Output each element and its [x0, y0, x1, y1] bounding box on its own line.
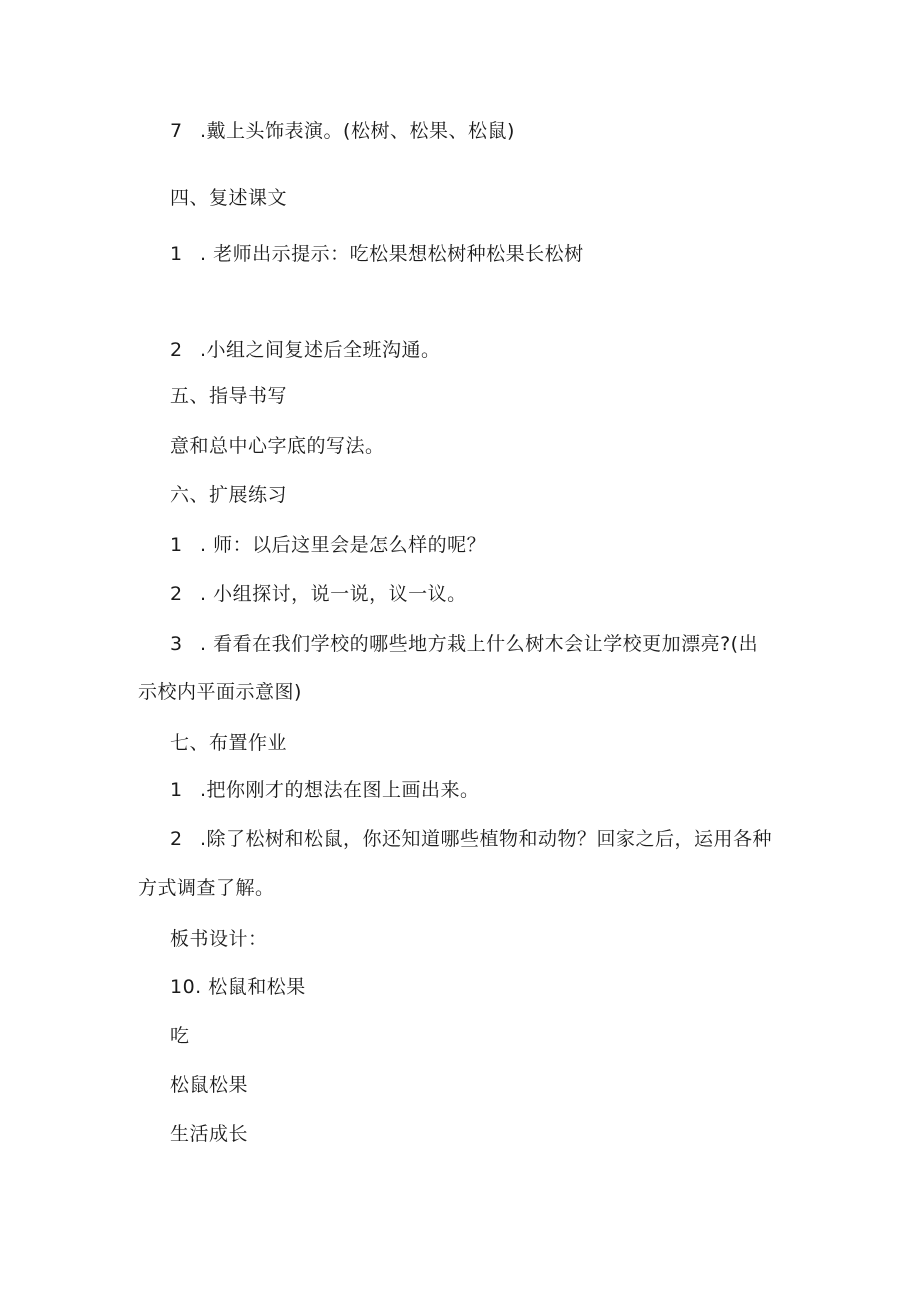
heading-text: 五、指导书写: [170, 385, 288, 407]
list-item-1-teacher-hint: [170, 242, 584, 266]
board-line-life-growth: [170, 1122, 248, 1146]
list-item-2-group-retell: [170, 338, 441, 362]
board-title: [170, 975, 306, 999]
line-text: 方式调查了解。: [138, 877, 275, 899]
heading-text: 四、复述课文: [170, 187, 288, 209]
heading-text: 板书设计：: [170, 928, 268, 950]
line-text: 生活成长: [170, 1123, 249, 1145]
section-heading-7: [170, 731, 287, 755]
line-text: 意和总中心字底的写法。: [170, 435, 385, 457]
list-item-1-teacher-question: [170, 533, 486, 557]
paragraph-writing-guide: [170, 434, 385, 458]
list-number: 2: [170, 339, 183, 361]
line-text: . 看看在我们学校的哪些地方栽上什么树木会让学校更加漂亮?(出: [200, 633, 759, 655]
list-item-2-group-discuss: [170, 582, 467, 606]
heading-text: 七、布置作业: [170, 732, 288, 754]
list-item-2-continuation: [138, 876, 275, 900]
line-text: 示校内平面示意图): [138, 681, 302, 703]
list-number: 3: [170, 633, 183, 655]
list-number: 1: [170, 779, 183, 801]
heading-text: 六、扩展练习: [170, 484, 288, 506]
line-text: . 小组探讨，说一说，议一议。: [200, 583, 467, 605]
line-text: 松鼠松果: [170, 1074, 249, 1096]
list-number: 1: [170, 243, 183, 265]
line-text: 吃: [170, 1025, 190, 1047]
section-heading-5: [170, 384, 287, 408]
board-line-squirrel-pinecone: [170, 1073, 248, 1097]
line-text: . 老师出示提示：吃松果想松树种松果长松树: [200, 243, 584, 265]
list-number: 1: [170, 534, 183, 556]
line-text: .把你刚才的想法在图上画出来。: [200, 779, 480, 801]
list-item-3-school-trees: [170, 632, 758, 656]
section-heading-6: [170, 483, 287, 507]
board-design-heading: [170, 927, 268, 951]
list-item-1-draw-idea: [170, 778, 480, 802]
line-text: .除了松树和松鼠，你还知道哪些植物和动物？回家之后，运用各种: [200, 828, 773, 850]
section-heading-4: [170, 186, 287, 210]
line-text: 10. 松鼠和松果: [170, 976, 306, 998]
board-line-eat: [170, 1024, 190, 1048]
list-number: 7: [170, 120, 183, 142]
list-item-2-research: [170, 827, 772, 851]
list-item-7-headdress-performance: [170, 119, 515, 143]
line-text: .小组之间复述后全班沟通。: [200, 339, 441, 361]
list-item-3-continuation: [138, 680, 302, 704]
list-number: 2: [170, 583, 183, 605]
line-text: . 师：以后这里会是怎么样的呢？: [200, 534, 487, 556]
line-text: .戴上头饰表演。(松树、松果、松鼠): [200, 120, 515, 142]
list-number: 2: [170, 828, 183, 850]
